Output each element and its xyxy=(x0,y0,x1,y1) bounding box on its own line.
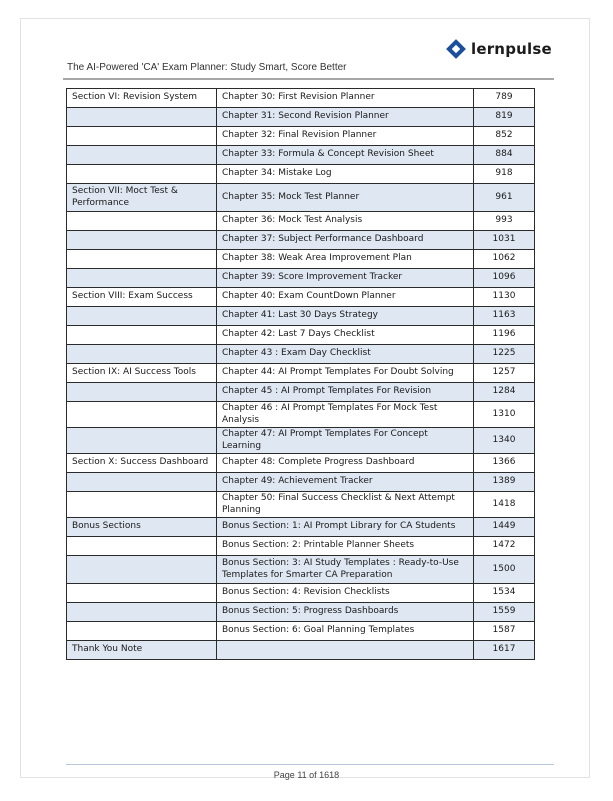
page-number-cell: 884 xyxy=(474,146,535,165)
lernpulse-diamond-logo-icon xyxy=(447,40,465,58)
section-cell xyxy=(67,537,217,556)
section-cell: Section VII: Moct Test & Performance xyxy=(67,184,217,212)
page-number-cell: 1225 xyxy=(474,345,535,364)
table-of-contents xyxy=(66,88,535,660)
section-cell xyxy=(67,473,217,492)
page-number-cell: 1031 xyxy=(474,231,535,250)
chapter-cell: Chapter 49: Achievement Tracker xyxy=(217,473,474,492)
section-cell xyxy=(67,146,217,165)
page-number-cell: 993 xyxy=(474,212,535,231)
page-number-cell: 961 xyxy=(474,184,535,212)
table-row xyxy=(67,231,535,250)
chapter-cell: Chapter 47: AI Prompt Templates For Concept Learning xyxy=(217,428,474,454)
chapter-cell: Chapter 48: Complete Progress Dashboard xyxy=(217,454,474,473)
chapter-cell: Chapter 33: Formula & Concept Revision Sheet xyxy=(217,146,474,165)
section-cell xyxy=(67,622,217,641)
page-number-cell: 1284 xyxy=(474,383,535,402)
chapter-cell: Chapter 42: Last 7 Days Checklist xyxy=(217,326,474,345)
chapter-cell: Bonus Section: 3: AI Study Templates : Ready-to-Use Templates for Smarter CA Preparation xyxy=(217,556,474,584)
table-row xyxy=(67,603,535,622)
table-row xyxy=(67,537,535,556)
table-row xyxy=(67,250,535,269)
section-cell xyxy=(67,269,217,288)
page-number-cell: 1587 xyxy=(474,622,535,641)
page-number-cell: 918 xyxy=(474,165,535,184)
section-cell xyxy=(67,383,217,402)
table-row xyxy=(67,584,535,603)
section-cell xyxy=(67,402,217,428)
section-cell: Section VIII: Exam Success xyxy=(67,288,217,307)
chapter-cell: Chapter 31: Second Revision Planner xyxy=(217,108,474,127)
page-number-cell: 1534 xyxy=(474,584,535,603)
page-number-cell: 1559 xyxy=(474,603,535,622)
page-number-cell: 1062 xyxy=(474,250,535,269)
chapter-cell: Bonus Section: 1: AI Prompt Library for CA Students xyxy=(217,518,474,537)
section-cell: Section VI: Revision System xyxy=(67,89,217,108)
table-row xyxy=(67,402,535,428)
table-row xyxy=(67,307,535,326)
table-row xyxy=(67,127,535,146)
page-header-title: The AI-Powered 'CA' Exam Planner: Study Smart, Score Better xyxy=(67,62,347,73)
chapter-cell: Bonus Section: 5: Progress Dashboards xyxy=(217,603,474,622)
table-row xyxy=(67,473,535,492)
table-row xyxy=(67,364,535,383)
table-row xyxy=(67,108,535,127)
chapter-cell: Chapter 38: Weak Area Improvement Plan xyxy=(217,250,474,269)
page-number-cell: 789 xyxy=(474,89,535,108)
page-number-cell: 819 xyxy=(474,108,535,127)
page-number-cell: 1163 xyxy=(474,307,535,326)
chapter-cell: Chapter 45 : AI Prompt Templates For Revision xyxy=(217,383,474,402)
chapter-cell: Chapter 50: Final Success Checklist & Next Attempt Planning xyxy=(217,492,474,518)
footer-divider xyxy=(66,764,554,765)
section-cell: Section X: Success Dashboard xyxy=(67,454,217,473)
page-number-cell: 1500 xyxy=(474,556,535,584)
page-number-cell: 1389 xyxy=(474,473,535,492)
table-row xyxy=(67,383,535,402)
chapter-cell: Chapter 32: Final Revision Planner xyxy=(217,127,474,146)
chapter-cell: Bonus Section: 4: Revision Checklists xyxy=(217,584,474,603)
section-cell xyxy=(67,231,217,250)
section-cell xyxy=(67,250,217,269)
page-number-cell: 1449 xyxy=(474,518,535,537)
section-cell: Bonus Sections xyxy=(67,518,217,537)
table-row xyxy=(67,288,535,307)
section-cell: Section IX: AI Success Tools xyxy=(67,364,217,383)
chapter-cell: Chapter 37: Subject Performance Dashboard xyxy=(217,231,474,250)
section-cell xyxy=(67,212,217,231)
table-row xyxy=(67,165,535,184)
chapter-cell: Chapter 30: First Revision Planner xyxy=(217,89,474,108)
table-row xyxy=(67,492,535,518)
section-cell xyxy=(67,428,217,454)
chapter-cell: Chapter 35: Mock Test Planner xyxy=(217,184,474,212)
chapter-cell xyxy=(217,641,474,660)
table-row xyxy=(67,212,535,231)
table-row xyxy=(67,184,535,212)
chapter-cell: Bonus Section: 6: Goal Planning Templates xyxy=(217,622,474,641)
section-cell xyxy=(67,492,217,518)
table-row xyxy=(67,641,535,660)
header-divider xyxy=(63,78,554,80)
chapter-cell: Bonus Section: 2: Printable Planner Sheets xyxy=(217,537,474,556)
table-row xyxy=(67,518,535,537)
page-number-cell: 852 xyxy=(474,127,535,146)
chapter-cell: Chapter 39: Score Improvement Tracker xyxy=(217,269,474,288)
table-row xyxy=(67,622,535,641)
section-cell xyxy=(67,165,217,184)
section-cell xyxy=(67,603,217,622)
section-cell xyxy=(67,345,217,364)
section-cell xyxy=(67,556,217,584)
section-cell xyxy=(67,326,217,345)
page-number-cell: 1257 xyxy=(474,364,535,383)
table-row xyxy=(67,269,535,288)
page-number-cell: 1310 xyxy=(474,402,535,428)
table-row xyxy=(67,326,535,345)
page-number: Page 11 of 1618 xyxy=(273,770,340,780)
section-cell xyxy=(67,584,217,603)
table-row xyxy=(67,146,535,165)
page-number-cell: 1472 xyxy=(474,537,535,556)
section-cell xyxy=(67,307,217,326)
page-number-cell: 1366 xyxy=(474,454,535,473)
table-row xyxy=(67,345,535,364)
page-number-cell: 1096 xyxy=(474,269,535,288)
section-cell: Thank You Note xyxy=(67,641,217,660)
section-cell xyxy=(67,127,217,146)
table-row xyxy=(67,89,535,108)
table-row xyxy=(67,428,535,454)
chapter-cell: Chapter 43 : Exam Day Checklist xyxy=(217,345,474,364)
page-number-cell: 1418 xyxy=(474,492,535,518)
page-number-cell: 1130 xyxy=(474,288,535,307)
chapter-cell: Chapter 46 : AI Prompt Templates For Mock Test Analysis xyxy=(217,402,474,428)
table-row xyxy=(67,556,535,584)
page-number-cell: 1617 xyxy=(474,641,535,660)
section-cell xyxy=(67,108,217,127)
brand-name: lernpulse xyxy=(471,40,552,58)
chapter-cell: Chapter 36: Mock Test Analysis xyxy=(217,212,474,231)
page-number-cell: 1340 xyxy=(474,428,535,454)
table-row xyxy=(67,454,535,473)
chapter-cell: Chapter 44: AI Prompt Templates For Doubt Solving xyxy=(217,364,474,383)
page-number-cell: 1196 xyxy=(474,326,535,345)
chapter-cell: Chapter 41: Last 30 Days Strategy xyxy=(217,307,474,326)
chapter-cell: Chapter 40: Exam CountDown Planner xyxy=(217,288,474,307)
chapter-cell: Chapter 34: Mistake Log xyxy=(217,165,474,184)
brand-logo xyxy=(447,40,552,58)
